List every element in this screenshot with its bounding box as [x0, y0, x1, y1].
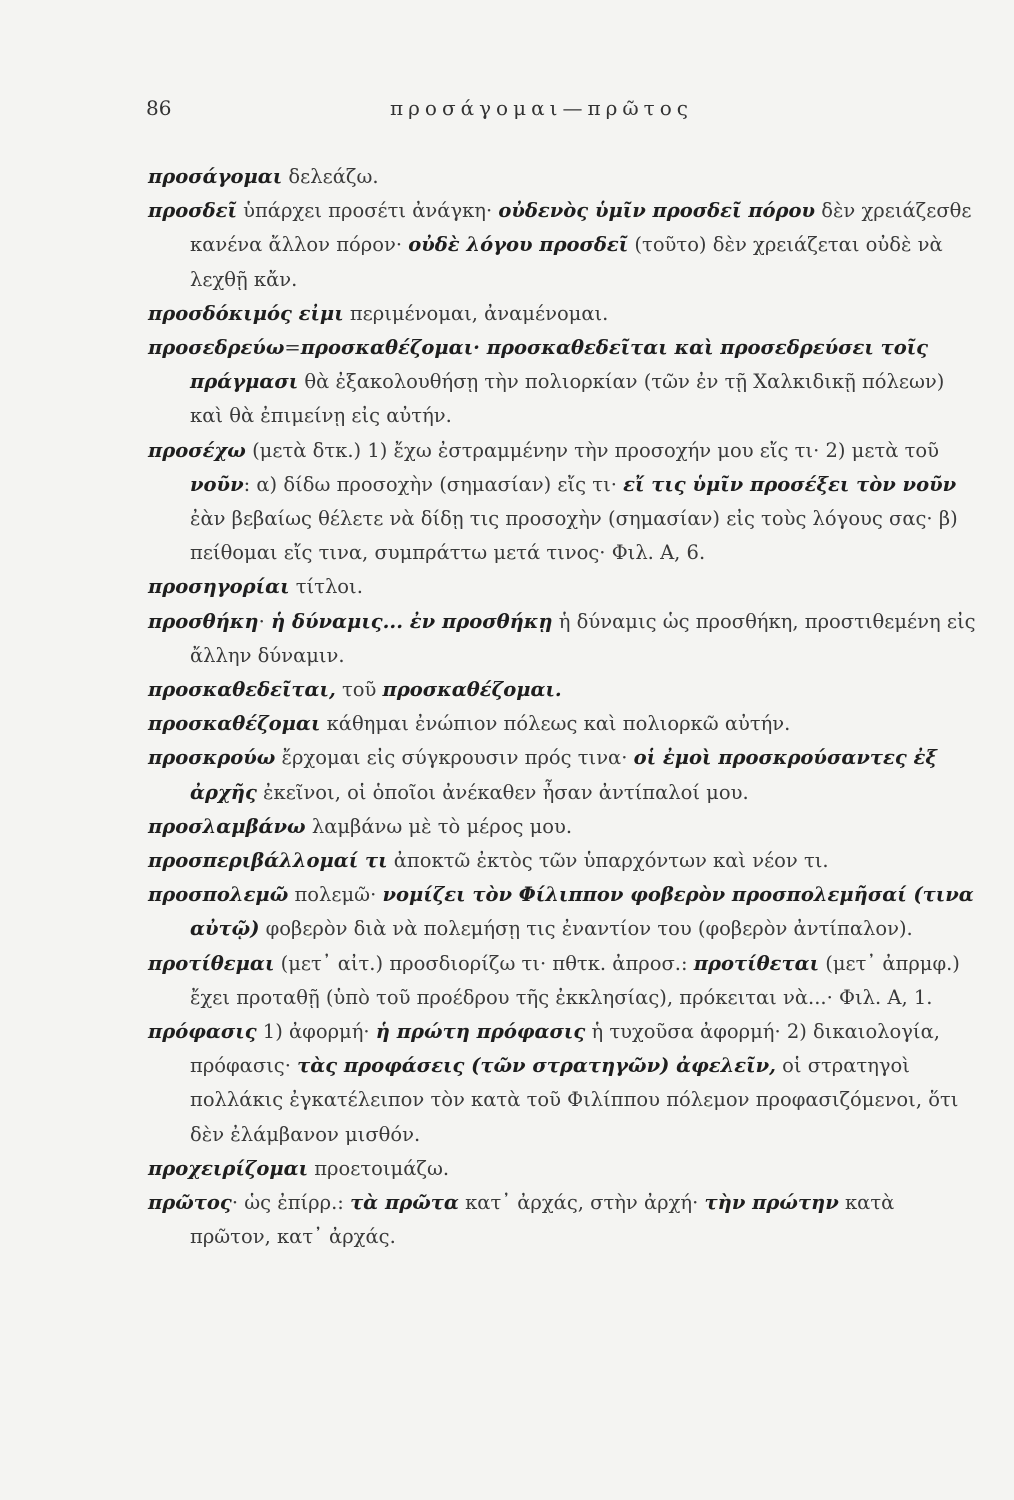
entry-headword: προσδόκιμός εἰμι [148, 301, 344, 325]
entry-headword: προχειρίζομαι [148, 1156, 309, 1180]
entry-definition-text: · [258, 609, 272, 633]
entry-headword: πρῶτος [148, 1191, 232, 1215]
entry-definition-text: τοῦ [335, 678, 383, 702]
entry-definition-text: (μετὰ δτκ.) 1) ἔχω ἐστραμμένην τὴν προσοχήν μου εἴς τι· 2) μετὰ τοῦ [245, 438, 939, 462]
entry-definition-text: λαμβάνω μὲ τὸ μέρος μου. [305, 814, 573, 838]
entry-definition-text: δὲν χρειάζεσθε κανένα ἄλλον πόρον· [190, 199, 972, 257]
dictionary-entry [148, 434, 978, 571]
entry-headword: πρόφασις [148, 1020, 257, 1044]
entry-definition-text: τίτλοι. [289, 575, 363, 599]
dictionary-entries [148, 160, 978, 1255]
entry-definition-text: ὑπάρχει προσέτι ἀνάγκη· [236, 199, 499, 223]
entry-definition-text: 1) ἀφορμή· [256, 1020, 376, 1044]
entry-definition-text: κατὰ πρῶτον, κατ᾽ ἀρχάς. [190, 1191, 895, 1249]
dictionary-entry [148, 1186, 978, 1254]
entry-example-phrase: προτίθεται [693, 951, 820, 975]
page-number: 86 [146, 96, 172, 120]
entry-example-phrase: τὰ πρῶτα [350, 1191, 459, 1215]
entry-definition-text: ἐκεῖνοι, οἱ ὁποῖοι ἀνέκαθεν ἦσαν ἀντίπαλοί μου. [256, 780, 749, 804]
entry-example-phrase: τὴν πρώτην [704, 1191, 839, 1215]
entry-definition-text: περιμένομαι, ἀναμένομαι. [343, 301, 609, 325]
entry-example-phrase: νομίζει τὸν Φίλιππον φοβερὸν προσπολεμῆσαί (τινα αὐτῷ) [190, 883, 974, 941]
entry-definition-text: ἡ δύναμις ὡς προσθήκη, προστιθεμένη εἰς ἄλλην δύναμιν. [190, 609, 976, 667]
entry-definition-text: ἡ τυχοῦσα ἀφορμή· 2) δικαιολογία, πρόφασις· [190, 1020, 940, 1078]
dictionary-entry [148, 297, 978, 331]
dictionary-entry [148, 741, 978, 809]
entry-definition-text: · ὡς ἐπίρρ.: [231, 1191, 351, 1215]
entry-headword: προσλαμβάνω [148, 814, 306, 838]
entry-definition-text: προετοιμάζω. [308, 1156, 450, 1180]
entry-definition-text: κατ᾽ ἀρχάς, στὴν ἀρχή· [458, 1191, 705, 1215]
entry-headword: προσπολεμῶ [148, 883, 289, 907]
dictionary-entry [148, 1152, 978, 1186]
dictionary-entry [148, 570, 978, 604]
dictionary-entry [148, 331, 978, 434]
entry-example-phrase: προσκαθέζομαι· προσκαθεδεῖται καὶ προσεδρεύσει τοῖς πράγμασι [190, 336, 929, 394]
dictionary-entry [148, 605, 978, 673]
entry-example-phrase: εἴ τις ὑμῖν προσέξει τὸν νοῦν [623, 472, 957, 496]
entry-definition-text: = [284, 336, 301, 360]
entry-example-phrase: οὐδὲ λόγου προσδεῖ [408, 233, 629, 257]
entry-example-phrase: οἱ ἐμοὶ προσκρούσαντες ἐξ ἀρχῆς [190, 746, 937, 804]
entry-definition-text: (τοῦτο) δὲν χρειάζεται οὐδὲ νὰ λεχθῇ κἄν. [190, 233, 943, 291]
entry-definition-text: φοβερὸν διὰ νὰ πολεμήσῃ τις ἐναντίον του (φοβερὸν ἀντίπαλον). [259, 917, 913, 941]
entry-headword: προσπεριβάλλομαί τι [148, 849, 388, 873]
entry-definition-text: θὰ ἐξακολουθήσῃ τὴν πολιορκίαν (τῶν ἐν τῇ Χαλκιδικῇ πόλεων) καὶ θὰ ἐπιμείνῃ εἰς αὐτήν. [190, 370, 945, 428]
entry-headword: προσηγορίαι [148, 575, 290, 599]
entry-definition-text: (μετ᾽ ἀπρμφ.) ἔχει προταθῇ (ὑπὸ τοῦ προέδρου τῆς ἐκκλησίας), πρόκειται νὰ...· Φιλ. Α, 1. [190, 951, 960, 1009]
entry-headword: προσδεῖ [148, 199, 237, 223]
entry-definition-text: : α) δίδω προσοχὴν (σημασίαν) εἴς τι· [243, 472, 624, 496]
entry-definition-text: ἔρχομαι εἰς σύγκρουσιν πρός τινα· [275, 746, 634, 770]
entry-headword: προτίθεμαι [148, 951, 275, 975]
entry-example-phrase: νοῦν [190, 472, 244, 496]
entry-definition-text: κάθημαι ἐνώπιον πόλεως καὶ πολιορκῶ αὐτήν. [320, 712, 791, 736]
dictionary-entry [148, 878, 978, 946]
dictionary-entry [148, 1015, 978, 1152]
dictionary-entry [148, 194, 978, 297]
entry-definition-text: πολεμῶ· [288, 883, 383, 907]
entry-example-phrase: οὐδενὸς ὑμῖν προσδεῖ πόρου [498, 199, 816, 223]
dictionary-entry [148, 810, 978, 844]
entry-headword: προσκαθεδεῖται, [148, 678, 336, 702]
entry-headword: προσέχω [148, 438, 246, 462]
entry-example-phrase: προσκαθέζομαι. [382, 678, 562, 702]
entry-headword: προσθήκη [148, 609, 259, 633]
entry-definition-text: ἀποκτῶ ἐκτὸς τῶν ὑπαρχόντων καὶ νέον τι. [387, 849, 829, 873]
entry-definition-text: οἱ στρατηγοὶ πολλάκις ἐγκατέλειπον τὸν κατὰ τοῦ Φιλίππου πόλεμον προφασιζόμενοι, ὅτι δὲν ἐλάμβανον μισθόν. [190, 1054, 959, 1146]
entry-definition-text: ἐὰν βεβαίως θέλετε νὰ δίδῃ τις προσοχὴν (σημασίαν) εἰς τοὺς λόγους σας· β) πείθομαι εἴς τινα, συμπράττω μετά τινος· Φιλ. Α, 6. [190, 507, 958, 565]
dictionary-entry [148, 947, 978, 1015]
dictionary-entry [148, 844, 978, 878]
entry-headword: προσκαθέζομαι [148, 712, 321, 736]
entry-example-phrase: τὰς προφάσεις (τῶν στρατηγῶν) ἀφελεῖν, [297, 1054, 776, 1078]
entry-headword: προσεδρεύω [148, 336, 285, 360]
entry-headword: προσάγομαι [148, 165, 283, 188]
entry-definition-text: (μετ᾽ αἰτ.) προσδιορίζω τι· πθτκ. ἀπροσ.: [274, 951, 694, 975]
running-head: προσάγομαι—πρῶτος [390, 96, 693, 120]
dictionary-entry [148, 707, 978, 741]
page-header [0, 96, 1014, 132]
entry-example-phrase: ἡ δύναμις... ἐν προσθήκῃ [271, 609, 553, 633]
dictionary-entry [148, 673, 978, 707]
entry-example-phrase: ἡ πρώτη πρόφασις [375, 1020, 586, 1044]
entry-headword: προσκρούω [148, 746, 276, 770]
entry-definition-text: δελεάζω. [282, 165, 379, 188]
dictionary-entry [148, 160, 978, 194]
